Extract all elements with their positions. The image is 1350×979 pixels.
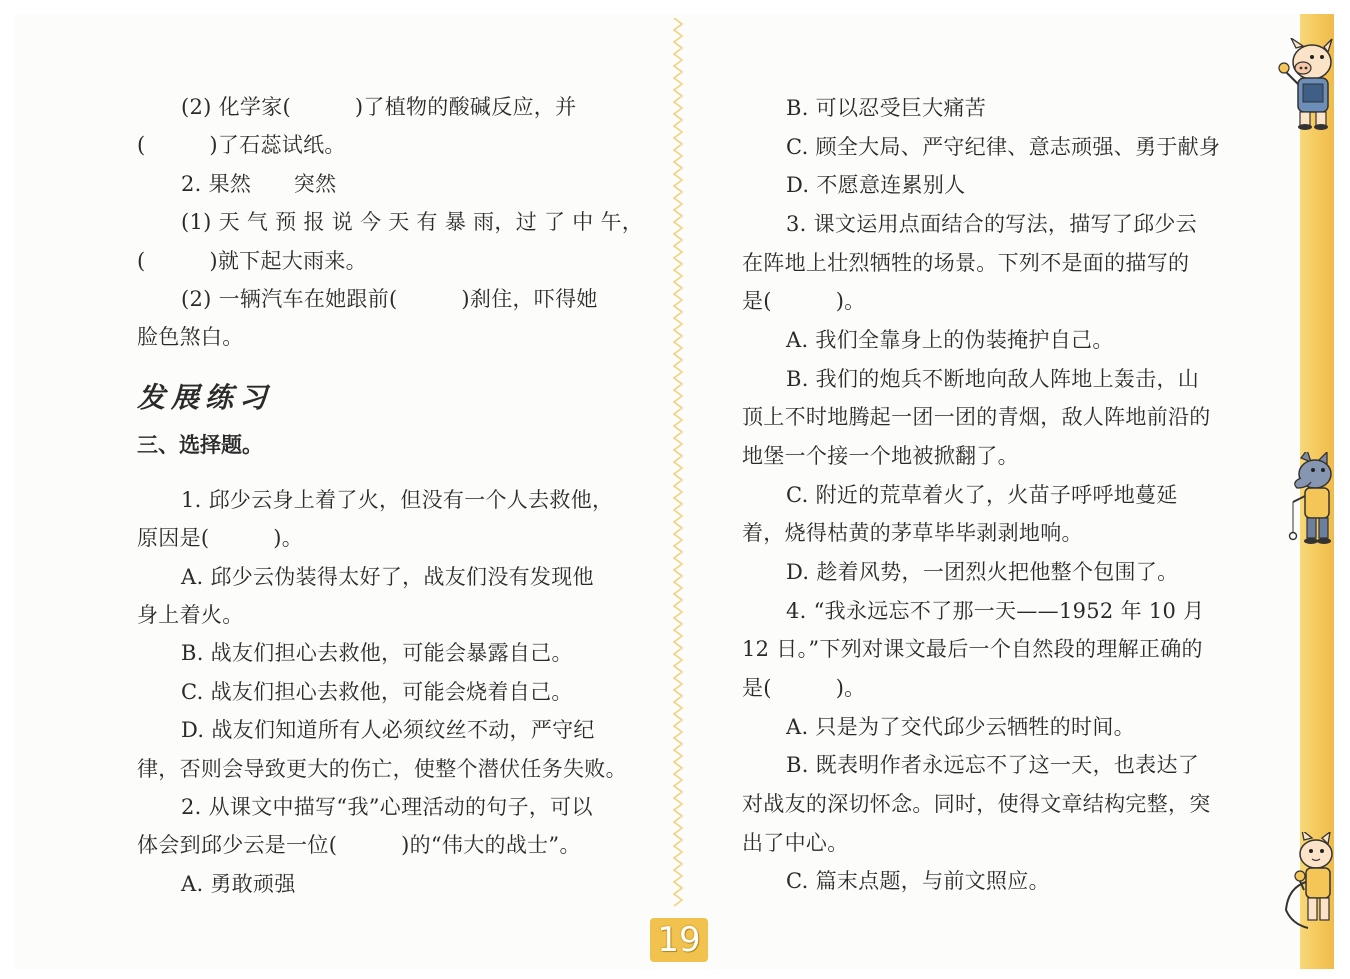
- option-line: C. 顾全大局、严守纪律、意志顽强、勇于献身: [786, 135, 1221, 159]
- option-line: B. 战友们担心去救他，可能会暴露自己。: [181, 641, 573, 665]
- option-line: A. 邱少云伪装得太好了，战友们没有发现他: [181, 565, 594, 589]
- option-line: 出了中心。: [742, 831, 849, 855]
- option-line: C. 战友们担心去救他，可能会烧着自己。: [181, 680, 573, 704]
- question-line: 12 日。”下列对课文最后一个自然段的理解正确的: [742, 637, 1203, 661]
- text-line: ( )就下起大雨来。: [137, 249, 367, 273]
- text-line: (1) 天 气 预 报 说 今 天 有 暴 雨，过 了 中 午，: [181, 210, 644, 234]
- option-line: 顶上不时地腾起一团一团的青烟，敌人阵地前沿的: [742, 405, 1211, 429]
- text-line: 2. 果然 突然: [181, 172, 337, 196]
- option-line: 律，否则会导致更大的伤亡，使整个潜伏任务失败。: [137, 757, 627, 781]
- option-line: D. 不愿意连累别人: [786, 173, 966, 197]
- page-divider: [671, 18, 685, 908]
- section-heading: 发展练习: [137, 381, 274, 414]
- page-number: 19: [650, 918, 708, 962]
- question-line: 2. 从课文中描写“我”心理活动的句子，可以: [181, 795, 593, 819]
- text-line: (2) 一辆汽车在她跟前( )刹住，吓得她: [181, 287, 598, 311]
- text-line: 脸色煞白。: [137, 325, 244, 349]
- option-line: D. 战友们知道所有人必须纹丝不动，严守纪: [181, 718, 595, 742]
- question-line: 原因是( )。: [137, 526, 304, 550]
- question-line: 1. 邱少云身上着了火，但没有一个人去救他，: [181, 488, 614, 512]
- text-line: ( )了石蕊试纸。: [137, 133, 346, 157]
- question-line: 在阵地上壮烈牺牲的场景。下列不是面的描写的: [742, 251, 1190, 275]
- section-subheading: 三、选择题。: [137, 433, 263, 457]
- text-line: (2) 化学家( )了植物的酸碱反应，并: [181, 95, 577, 119]
- wolf-mascot-icon: [1283, 452, 1341, 550]
- option-line: D. 趁着风势，一团烈火把他整个包围了。: [786, 560, 1179, 584]
- option-line: C. 附近的荒草着火了，火苗子呼呼地蔓延: [786, 483, 1178, 507]
- pig-mascot-icon: [1276, 38, 1338, 130]
- option-line: 身上着火。: [137, 603, 244, 627]
- option-line: 地堡一个接一个地被掀翻了。: [742, 444, 1019, 468]
- option-line: B. 既表明作者永远忘不了这一天，也表达了: [786, 753, 1200, 777]
- question-line: 4. “我永远忘不了那一天——1952 年 10 月: [786, 599, 1205, 623]
- cat-mascot-icon: [1282, 832, 1342, 936]
- question-line: 3. 课文运用点面结合的写法，描写了邱少云: [786, 212, 1198, 236]
- question-line: 体会到邱少云是一位( )的“伟大的战士”。: [137, 833, 581, 857]
- option-line: B. 可以忍受巨大痛苦: [786, 96, 987, 120]
- option-line: A. 勇敢顽强: [181, 872, 296, 896]
- question-line: 是( )。: [742, 289, 866, 313]
- option-line: C. 篇末点题，与前文照应。: [786, 869, 1050, 893]
- question-line: 是( )。: [742, 676, 866, 700]
- option-line: A. 只是为了交代邱少云牺牲的时间。: [786, 715, 1135, 739]
- option-line: A. 我们全靠身上的伪装掩护自己。: [786, 328, 1114, 352]
- option-line: 着，烧得枯黄的茅草毕毕剥剥地响。: [742, 521, 1083, 545]
- option-line: B. 我们的炮兵不断地向敌人阵地上轰击，山: [786, 367, 1200, 391]
- option-line: 对战友的深切怀念。同时，使得文章结构完整，突: [742, 792, 1211, 816]
